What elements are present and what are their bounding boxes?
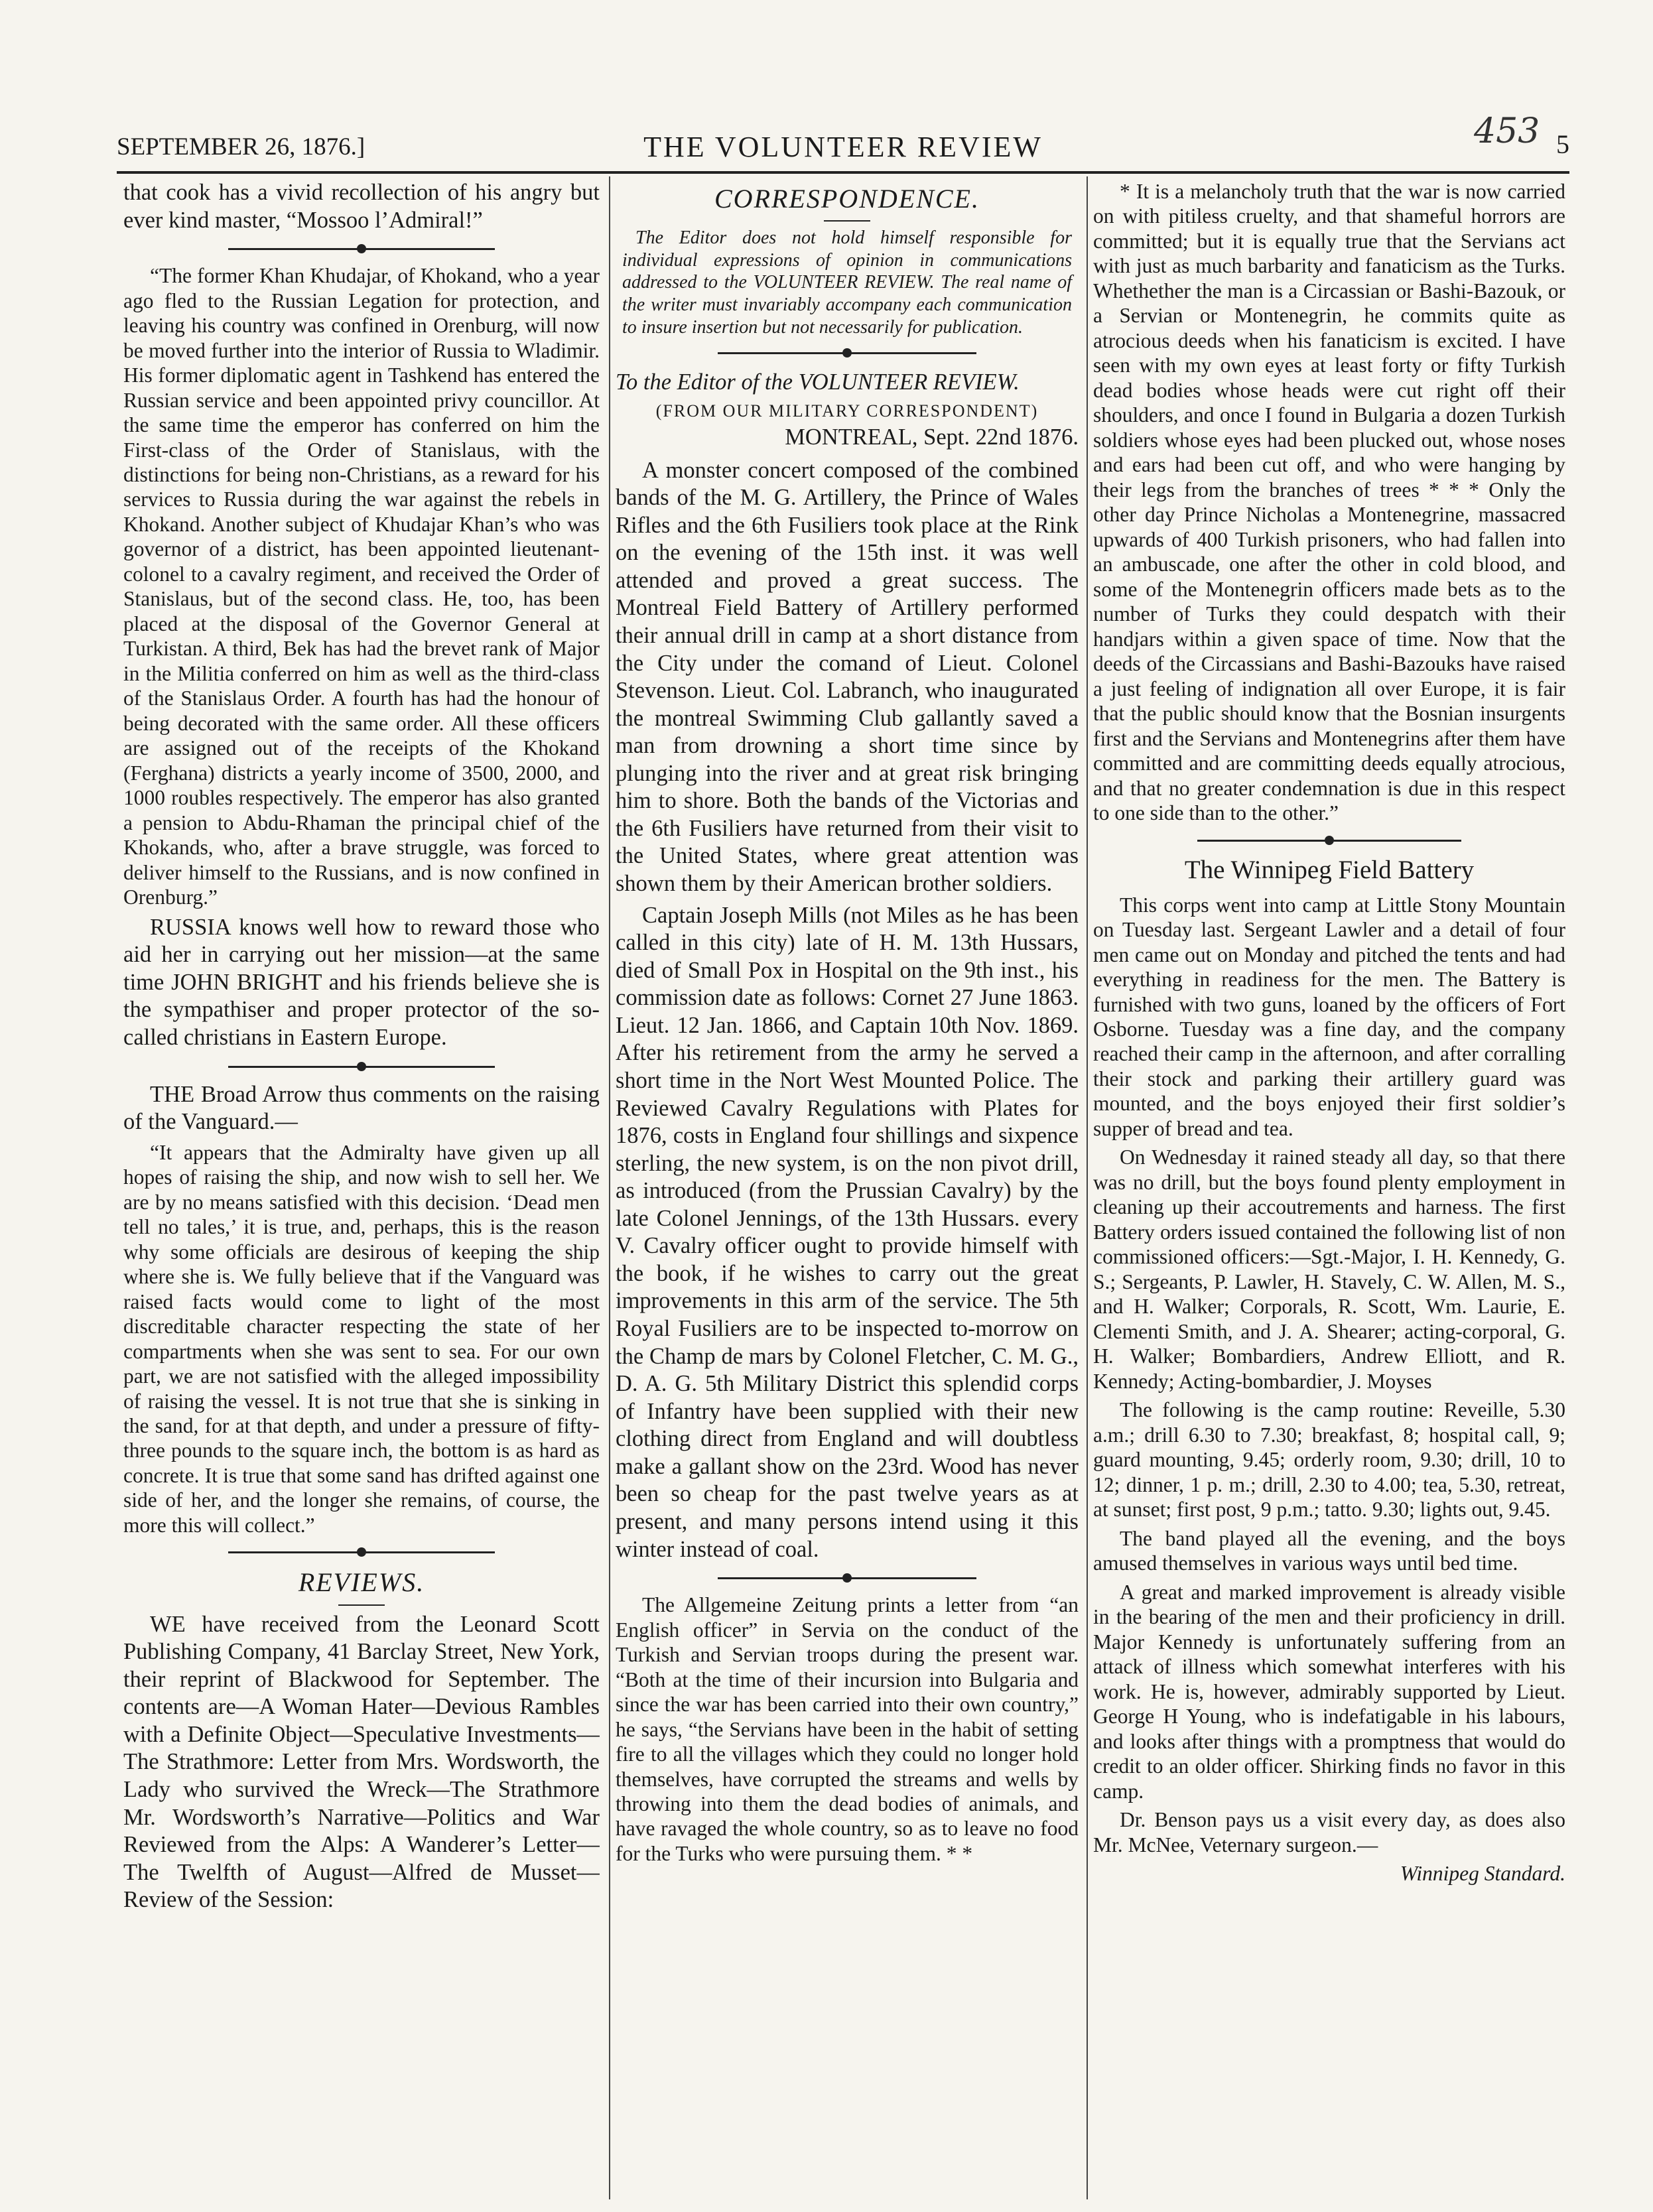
publication-title: THE VOLUNTEER REVIEW	[643, 131, 1043, 163]
vanguard-quote: “It appears that the Admiralty have given up all hopes of raising the ship, and now wish to sell her. We are by no means satisfied with this decision. ‘Dead men tell no tales,’ it is true, and, perhaps, this is the reason why some officials are desirous of keeping the ship where she is. We fully believe that if the Vanguard was raised facts would come to light of the most discreditable character respecting the state of her compartments when she was sent to sea. For our own part, we are not satisfied with the alleged impossibility of raising the vessel. It is not true that she is sinking in the sand, for at that depth, and under a pressure of fifty-three pounds to the square inch, the bottom is as hard as concrete. It is true that some sand has drifted against one side of her, and the longer she remains, of course, the more this will collect.”	[123, 1140, 600, 1537]
camp-routine: The following is the camp routine: Reveille, 5.30 a.m.; drill 6.30 to 7.30; breakfast, 8; hospital call, 9; guard mounting, 9.45; orderly room, 9.30; drill, 10 to 12; dinner, 1 p. m.; drill, 2.30 to 4.00; tea, 5.30, retreat, at sunset; first post, 9 p.m.; tatto. 9.30; lights out, 9.45.	[1093, 1398, 1565, 1522]
dr-benson-visit: Dr. Benson pays us a visit every day, as does also Mr. McNee, Veternary surgeon.—	[1093, 1808, 1565, 1856]
heading-rule	[338, 1604, 385, 1606]
source-signoff: Winnipeg Standard.	[1400, 1861, 1565, 1885]
winnipeg-battery-heading: The Winnipeg Field Battery	[1184, 855, 1475, 884]
masthead	[117, 125, 1569, 178]
heading-rule	[824, 220, 870, 222]
broad-arrow-intro: THE Broad Arrow thus comments on the raising of the Vanguard.—	[123, 1081, 600, 1135]
header-mark: 5	[1556, 129, 1569, 159]
section-divider	[123, 1059, 600, 1074]
section-divider	[123, 241, 600, 257]
column-3	[1093, 179, 1565, 2202]
section-divider	[123, 1544, 600, 1560]
improvement-note: A great and marked improvement is already visible in the bearing of the men and their proficiency in drill. Major Kennedy is unfortunately suffering from an attack of illness which somewhat interferes with his work. He is, however, admirably supported by Lieut. George H Young, who is indefatigable in his labours, and looks after things with a promptness that would do credit to an older officer. Shirking finds no favor in this camp.	[1093, 1580, 1565, 1803]
allgemeine-zeitung: The Allgemeine Zeitung prints a letter from “an English officer” in Servia on the conduct of the Turkish and Servian troops during the present war. “Both at the time of their incursion into Bulgaria and since the war has been carried into their own country,” he says, “the Servians have been in the habit of setting fire to all the villages which they could no longer hold themselves, have corrupted the streams and wells by throwing into them the dead bodies of animals, and have ravaged the whole country, so as to leave no food for the Turks who were pursuing them. * *	[616, 1593, 1079, 1865]
section-divider	[616, 345, 1079, 361]
section-divider	[616, 1570, 1079, 1586]
khokand-quote: “The former Khan Khudajar, of Khokand, who a year ago fled to the Russian Legation for protection, and leaving his country was confined in Orenburg, will now be moved further into the interior of Russia to Wladimir. His former diplomatic agent in Tashkend has entered the Russian service and been appointed privy councillor. At the same time the emperor has conferred on him the First-class of the Order of Stanislaus, with the distinctions for being non-Christians, as a reward for his services to Russia during the war against the rebels in Khokand. Another subject of Khudajar Khan’s who was governor of a district, has been appointed lieutenant-colonel to a cavalry regiment, and received the Order of Stanislaus, but of the second class. He, too, has been placed at the disposal of the Governor General at Turkistan. A third, Bek has had the brevet rank of Major in the Militia conferred on him as well as the third-class of the Stanislaus Order. A fourth has had the honour of being decorated with the same order. All these officers are assigned out of the receipts of the Khokand (Ferghana) districts a yearly income of 3500, 2000, and 1000 roubles respectively. The emperor has also granted a pension to Abdu-Rhaman the principal chief of the Khokands, who, after a brave struggle, was forced to deliver himself to the Russians, and is now confined in Orenburg.”	[123, 264, 600, 909]
column-gutter-1	[609, 176, 610, 2199]
captain-mills: Captain Joseph Mills (not Miles as he has been called in this city) late of H. M. 13th Hussars, died of Small Pox in Hospital on the 9th inst., his commission date as follows: Cornet 27 June 1863. Lieut. 12 Jan. 1866, and Captain 10th Nov. 1869. After his retirement from the army he served a short time in the Nort West Mounted Police. The Reviewed Cavalry Regulations with Plates for 1876, costs in England four shillings and sixpence sterling, the new system, is on the non pivot drill, as introduced (from the Prussian Cavalry) by the late Colonel Jennings, of the 13th Hussars. every V. Cavalry officer ought to provide himself with the book, if he wishes to carry out the great improvements in this arm of the service. The 5th Royal Fusiliers are to be inspected to-morrow on the Champ de mars by Colonel Fletcher, C. M. G., D. A. G. 5th Military District this splendid corps of Infantry have been supplied with their new clothing direct from England and will doubtless make a gallant show on the 23rd. Wood has never been so cheap for the past twelve years as at present, and many persons intend using it this winter instead of coal.	[616, 902, 1079, 1562]
russia-editorial: RUSSIA knows well how to reward those who aid her in carrying out her mission—at the same time JOHN BRIGHT and his friends believe she is the sympathiser and proper protector of the so-called christians in Eastern Europe.	[123, 914, 600, 1050]
section-divider	[1093, 832, 1565, 848]
editor-disclaimer: The Editor does not hold himself responsible for individual expressions of opinion in communications addressed to the VOLUNTEER REVIEW. The real name of the writer must invariably accompany each communication to insure insertion but not necessarily for publication.	[622, 228, 1072, 338]
letter-source: (FROM OUR MILITARY CORRESPONDENT)	[655, 401, 1039, 421]
column-gutter-2	[1087, 176, 1088, 2199]
blackwood-review: WE have received from the Leonard Scott Publishing Company, 41 Barclay Street, New York, their reprint of Blackwood for September. The contents are—A Woman Hater—Devious Rambles with a Definite Object—Speculative Investments—The Strathmore: Letter from Mrs. Wordsworth, the Lady who survived the Wreck—The Strathmore Mr. Wordsworth’s Narrative—Politics and War Reviewed from the Alps: A Wanderer’s Letter—The Twelfth of August—Alfred de Musset—Review of the Session:	[123, 1611, 600, 1913]
header-rule	[117, 171, 1569, 174]
servia-continuation: * It is a melancholy truth that the war is now carried on with pitiless cruelty, and that shameful horrors are committed; but it is equally true that the Servians act with just as much barbarity and fanaticism as the Turks. Whethether the man is a Circassian or Bashi-Bazouk, or a Servian or Montenegrin, he commits quite as atrocious deeds when his fanaticism is excited. I have seen with my own eyes at least forty or fifty Turkish dead bodies whose heads were cut right off their shoulders, and once I found in Bulgaria a dozen Turkish soldiers whose eyes had been plucked out, whose noses and ears had been cut off, and who were hanging by their legs from the branches of trees * * * Only the other day Prince Nicholas a Montenegrine, massacred upwards of 400 Turkish prisoners, who had fallen into an ambuscade, one after the other in cold blood, and some of the Montenegrin officers made bets as to the number of Turks they could despatch with their handjars within a given space of time. Now that the deeds of the Circassians and Bashi-Bazouks have raised a just feeling of indignation all over Europe, it is fair that the public should know that the Bosnian insurgents first and the Servians and Montenegrins after them have committed and are committing deeds equally atrocious, and that no greater condemnation is due in this respect to one side than to the other.”	[1093, 180, 1565, 825]
column-1	[123, 179, 600, 2202]
battery-camp: This corps went into camp at Little Stony Mountain on Tuesday last. Sergeant Lawler and a detail of four men came out on Monday and pitched the tents and had everything in readiness for the men. The Battery is furnished with two guns, loaned by the officers of Fort Osborne. Tuesday was a fine day, and the company reached their camp in the afternoon, and after corralling their stock and parking their artillery guard was mounted, and the boys enjoyed their first soldier’s supper of bread and tea.	[1093, 893, 1565, 1140]
correspondence-heading: CORRESPONDENCE.	[714, 184, 980, 214]
letter-dateline: MONTREAL, Sept. 22nd 1876.	[785, 424, 1079, 450]
page-number: 453	[1474, 111, 1540, 151]
montreal-concert: A monster concert composed of the combined bands of the M. G. Artillery, the Prince of Wales Rifles and the 6th Fusiliers took place at the Rink on the evening of the 15th inst. it was well attended and proved a great success. The Montreal Field Battery of Artillery performed their annual drill in camp at a short distance from the City under the comand of Lieut. Colonel Stevenson. Lieut. Col. Labranch, who inaugurated the montreal Swimming Club gallantly saved a man from drowning a short time since by plunging into the river and at great risk bringing him to shore. Both the bands of the Victorias and the 6th Fusiliers have returned from their visit to the United States, where great attention was shown them by their American brother soldiers.	[616, 457, 1079, 897]
column-2	[616, 179, 1079, 2202]
band-evening: The band played all the evening, and the boys amused themselves in various ways until bed time.	[1093, 1526, 1565, 1575]
reviews-heading: REVIEWS.	[298, 1567, 425, 1598]
letter-salutation: To the Editor of the VOLUNTEER REVIEW.	[616, 369, 1020, 395]
issue-date: SEPTEMBER 26, 1876.]	[117, 133, 365, 161]
battery-orders: On Wednesday it rained steady all day, so that there was no drill, but the boys found plenty employment in cleaning up their accoutrements and harness. The first Battery orders issued contained the following list of non commissioned officers:—Sgt.-Major, I. H. Kennedy, G. S.; Sergeants, P. Lawler, H. Stavely, C. W. Allen, M. S., and H. Walker; Corporals, R. Scott, Wm. Laurie, E. Clementi Smith, and J. A. Shearer; acting-corporal, G. H. Walker; Bombardiers, Andrew Elliott, and R. Kennedy; Acting-bombardier, J. Moyses	[1093, 1145, 1565, 1393]
article-continuation: that cook has a vivid recollection of his angry but ever kind master, “Mossoo l’Admiral!”	[123, 180, 600, 233]
